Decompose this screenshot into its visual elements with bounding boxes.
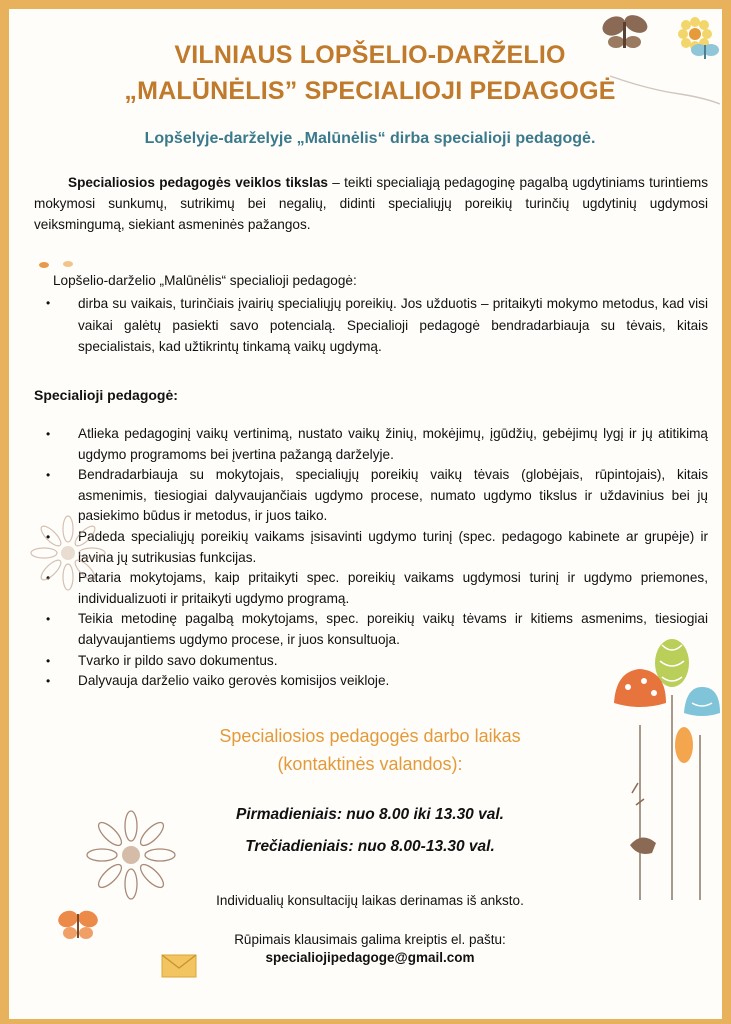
list-item: • Atlieka pedagoginį vaikų vertinimą, nustato vaikų žinių, mokėjimų, įgūdžių, gebėjimų lygį ir jų atitikimą ugdymo programoms bei įvertina pažangą darželyje. — [34, 424, 708, 465]
flower-outline-icon — [30, 515, 106, 591]
title-line-1: VILNIAUS LOPŠELIO-DARŽELIO — [174, 41, 566, 69]
schedule-wednesday: Trečiadieniais: nuo 8.00-13.30 val. — [245, 838, 495, 855]
goal-text: – teikti specialiąją pedagoginę pagalbą ugdytiniams turintiems mokymosi sunkumų, sutrikimų bei negalių, didinti specialiųjų poreikių turinčių ugdytinių ugdymosi veiksmingumą, siekiant asmeninės pažangos. — [34, 175, 708, 232]
intro-line: Lopšelio-darželio „Malūnėlis“ specialioji pedagogė: — [53, 273, 357, 288]
list-item: • Teikia metodinę pagalbą mokytojams, spec. poreikių vaikų tėvams ir kitiems asmenims, tiesiogiai dalyvaujantiems ugdymo procese, ir juos konsultuoja. — [34, 609, 708, 650]
list-item: • Padeda specialiųjų poreikių vaikams įsisavinti ugdymo turinį (spec. pedagogo kabinete ar grupėje) ir lavina jų sutrikusias funkcijas. — [34, 527, 708, 568]
page-title — [40, 37, 700, 109]
hours-title-line-2: (kontaktinės valandos): — [277, 754, 463, 774]
butterfly-orange-icon — [56, 908, 100, 942]
list-item: • Bendradarbiauja su mokytojais, specialiųjų poreikių vaikų tėvais (globėjais, rūpintojais), kitais asmenimis, tiesiogiai dalyvaujančiais ugdymo procese, numato ugdymo tikslus ir uždavinius bei jų pasiekimo būdus ir metodus, ir juos taiko. — [34, 465, 708, 527]
goal-label: Specialiosios pedagogės veiklos tikslas — [68, 175, 328, 190]
intro-list — [34, 293, 708, 358]
title-line-2: „MALŪNĖLIS” SPECIALIOJI PEDAGOGĖ — [124, 77, 616, 105]
list-item: • Tvarko ir pildo savo dokumentus. — [34, 651, 708, 672]
page-subtitle: Lopšelyje-darželyje „Malūnėlis“ dirba specialioji pedagogė. — [144, 130, 596, 147]
list-item: • Pataria mokytojams, kaip pritaikyti spec. poreikių vaikams ugdymosi turinį ir ugdymo priemones, individualizuoti ir pritaikyti ugdymo programą. — [34, 568, 708, 609]
hours-title-line-1: Specialiosios pedagogės darbo laikas — [219, 726, 521, 746]
consult-note: Individualių konsultacijų laikas derinamas iš anksto. — [216, 893, 524, 908]
hours-title — [120, 722, 620, 778]
goal-paragraph — [34, 172, 708, 235]
duties-heading: Specialioji pedagogė: — [34, 387, 178, 403]
list-item: • dirba su vaikais, turinčiais įvairių specialiųjų poreikių. Jos užduotis – pritaikyti mokymo metodus, kad visi vaikai galėtų pasiekti savo potencialą. Specialioji pedagogė bendradarbiauja su tėvais, kitais specialistais, kad užtikrintų tinkamą vaikų ugdymą. — [34, 293, 708, 358]
email-link[interactable]: specialiojipedagoge@gmail.com — [265, 950, 475, 965]
schedule-monday: Pirmadieniais: nuo 8.00 iki 13.30 val. — [236, 806, 504, 823]
contact-text: Rūpimais klausimais galima kreiptis el. paštu: — [234, 932, 506, 947]
list-item: • Dalyvauja darželio vaiko gerovės komisijos veikloje. — [34, 671, 708, 692]
